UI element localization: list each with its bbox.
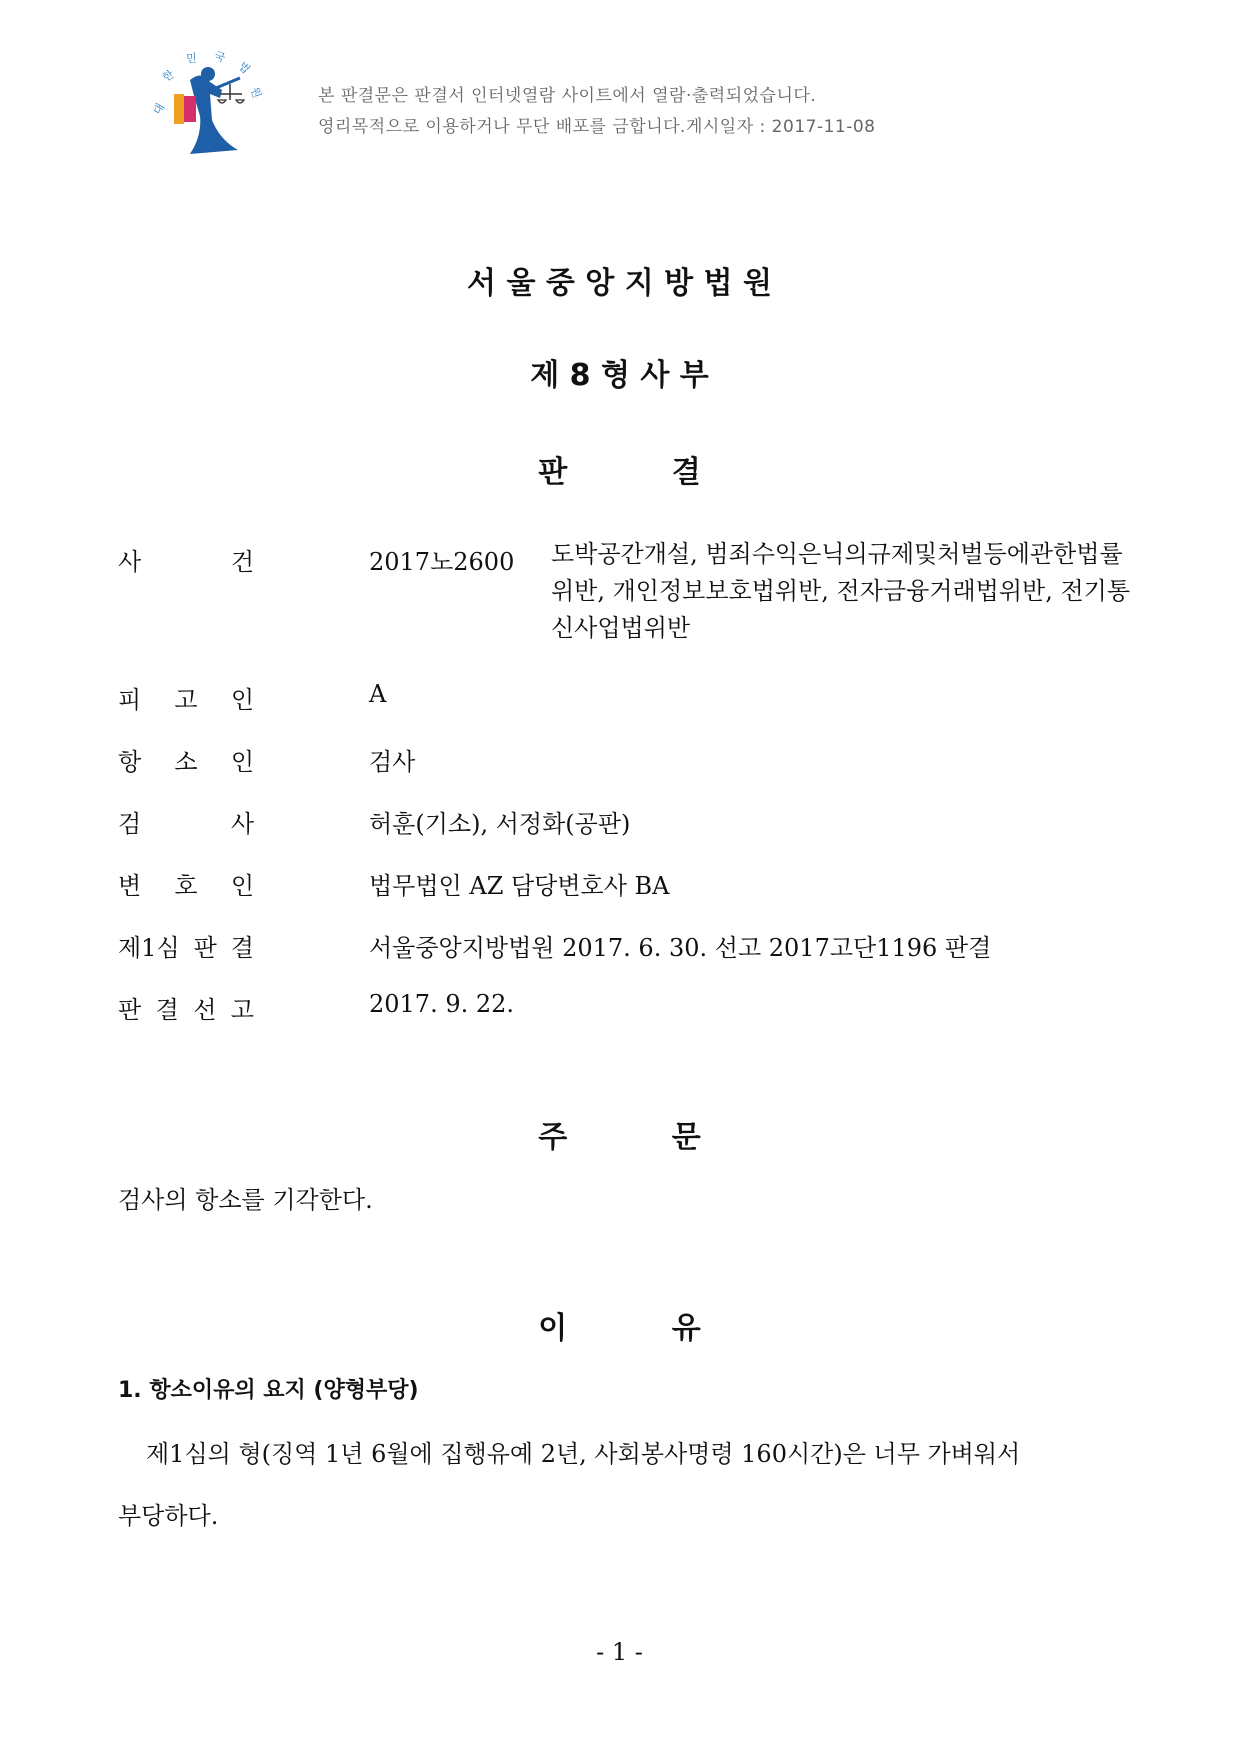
defendant-value: A <box>369 680 387 708</box>
counsel-value: 법무법인 AZ 담당변호사 BA <box>369 872 670 900</box>
defendant-label: 피 고 인 <box>118 686 254 714</box>
order-text: 검사의 항소를 기각한다. <box>118 1186 373 1214</box>
case-label: 사 건 <box>118 548 254 576</box>
svg-text:민: 민 <box>186 52 197 65</box>
svg-text:한: 한 <box>160 67 177 85</box>
case-name: 도박공간개설, 범죄수익은닉의규제및처벌등에관한법률위반, 개인정보보호법위반, 전자금융거래법위반, 전기통신사업법위반 <box>551 540 1131 642</box>
case-number: 2017노2600 <box>369 548 515 576</box>
page-number: - 1 - <box>596 1638 643 1666</box>
prosecutor-value: 허훈(기소), 서정화(공판) <box>369 810 631 838</box>
first-instance-label: 제1심 판 결 <box>118 934 254 962</box>
section-1-title: 1. 항소이유의 요지 (양형부당) <box>118 1378 419 1403</box>
svg-text:원: 원 <box>247 85 264 100</box>
prosecutor-label: 검 사 <box>118 810 254 838</box>
court-name: 서 울 중 앙 지 방 법 원 <box>467 266 772 301</box>
svg-text:국: 국 <box>212 50 227 65</box>
sentencing-date-label: 판 결 선 고 <box>118 996 254 1024</box>
svg-text:법: 법 <box>235 59 253 77</box>
judgment-title: 판 결 <box>538 455 701 490</box>
division-name: 제 8 형 사 부 <box>530 358 709 393</box>
notice-line-1: 본 판결문은 판결서 인터넷열람 사이트에서 열람·출력되었습니다. <box>318 86 817 106</box>
order-heading: 주 문 <box>538 1120 701 1155</box>
sentencing-date-value: 2017. 9. 22. <box>369 990 515 1018</box>
section-1-paragraph-line-1: 제1심의 형(징역 1년 6월에 집행유예 2년, 사회봉사명령 160시간)은 너무 가벼워서 <box>146 1440 1021 1468</box>
notice-line-2: 영리목적으로 이용하거나 무단 배포를 금합니다.게시일자 : 2017-11-08 <box>318 117 876 137</box>
reasons-heading: 이 유 <box>538 1311 701 1346</box>
counsel-label: 변 호 인 <box>118 872 254 900</box>
svg-text:대: 대 <box>150 101 168 117</box>
court-logo <box>150 50 268 162</box>
first-instance-value: 서울중앙지방법원 2017. 6. 30. 선고 2017고단1196 판결 <box>369 934 992 962</box>
appellant-label: 항 소 인 <box>118 748 254 776</box>
section-1-paragraph-line-2: 부당하다. <box>118 1502 219 1530</box>
appellant-value: 검사 <box>369 748 416 776</box>
